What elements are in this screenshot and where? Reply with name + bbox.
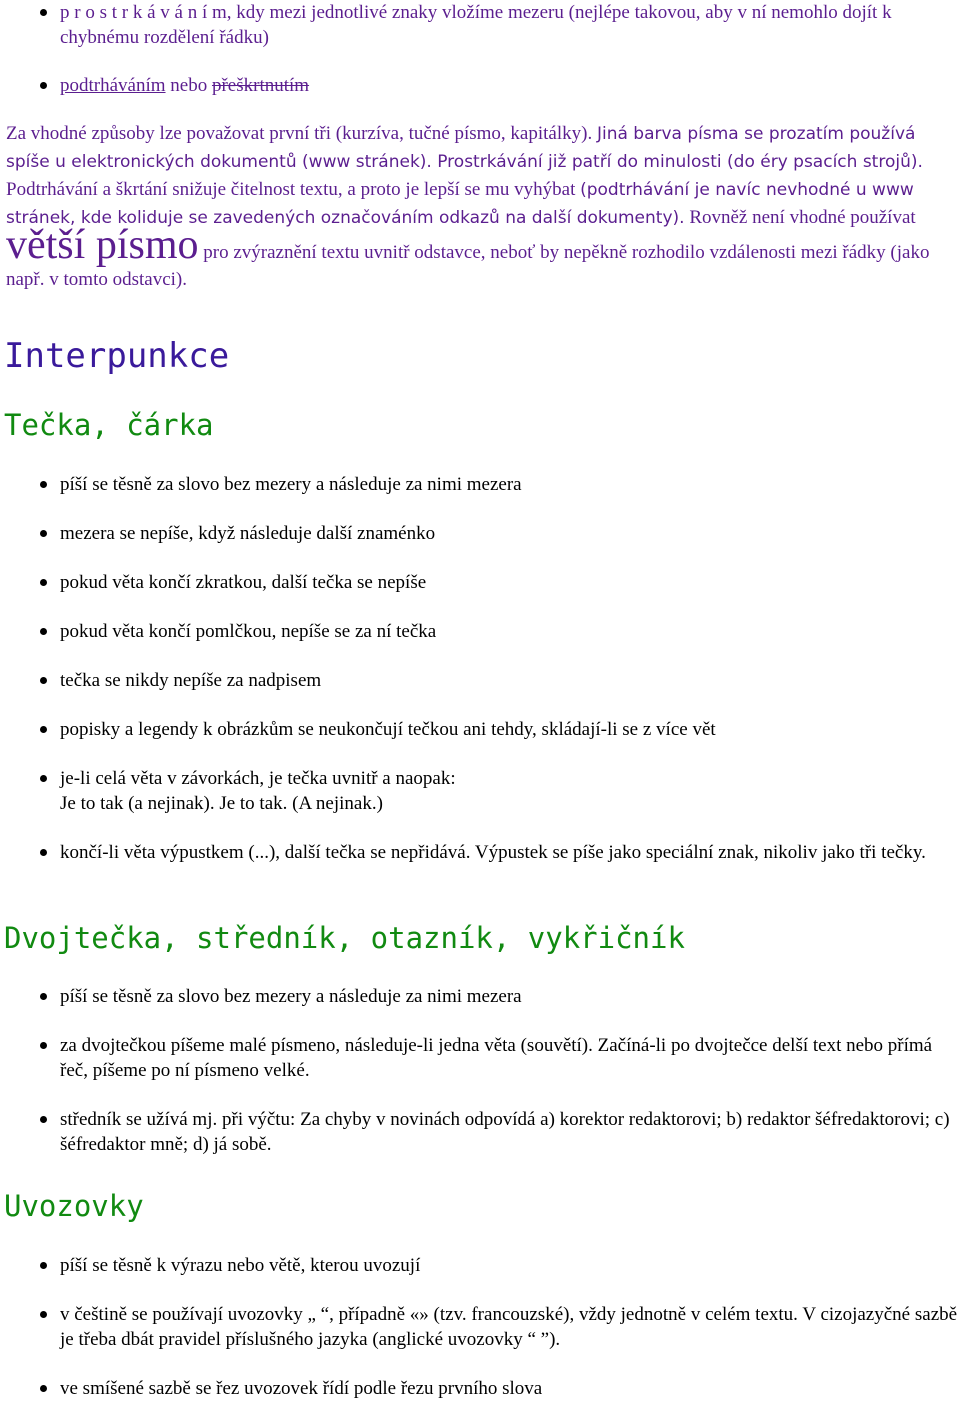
top-list	[0, 0, 960, 98]
list-item-text: píší se těsně za slovo bez mezery a následuje za nimi mezera	[60, 474, 522, 495]
paragraph-part-3: Podtrhávání a škrtání snižuje čitelnost textu, a proto je lepší se mu vyhýbat	[6, 179, 581, 200]
list-item	[0, 840, 960, 865]
section-title: Interpunkce	[4, 336, 230, 376]
subsection-title-period-comma: Tečka, čárka	[4, 408, 214, 442]
list-connector: nebo	[165, 75, 212, 96]
list-item-text: středník se užívá mj. při výčtu: Za chyby v novinách odpovídá a) korektor redaktorovi; b) redaktor šéfredaktorovi; c) šéfredaktor mně; d) já sobě.	[60, 1109, 950, 1155]
list-item	[0, 1033, 960, 1083]
list-item	[0, 570, 960, 595]
intro-paragraph	[0, 120, 960, 293]
paragraph-part-5: Rovněž není vhodné používat	[684, 207, 916, 228]
list-item-text: pokud věta končí pomlčkou, nepíše se za ní tečka	[60, 621, 437, 642]
list-item	[0, 984, 960, 1009]
list-item	[0, 0, 960, 50]
paragraph-part-2: Jiná barva písma se prozatím používá spíše u elektronických dokumentů (www stránek). Prostrkávání již patří do minulosti (do éry psacích strojů).	[6, 124, 923, 172]
list-item-text: končí-li věta výpustkem (...), další tečka se nepřidává. Výpustek se píše jako speciální znak, nikoliv jako tři tečky.	[60, 842, 926, 863]
paragraph-part-6: pro zvýraznění textu uvnitř odstavce, neboť by nepěkně rozhodilo vzdálenosti mezi řádky (jako např. v tomto odstavci).	[6, 242, 930, 290]
strike-example: přeškrtnutím	[211, 75, 310, 96]
period-comma-list	[0, 472, 960, 865]
list-item	[0, 717, 960, 742]
underline-example: podtrháváním	[60, 75, 166, 96]
list-item-text: je-li celá věta v závorkách, je tečka uvnitř a naopak:	[60, 768, 456, 789]
quotes-list	[0, 1253, 960, 1401]
list-item	[0, 1107, 960, 1157]
list-item	[0, 1302, 960, 1352]
list-item	[0, 472, 960, 497]
list-item	[0, 619, 960, 644]
subsection-title-quotes: Uvozovky	[4, 1189, 144, 1223]
list-item-text: píší se těsně za slovo bez mezery a následuje za nimi mezera	[60, 986, 522, 1007]
list-item-text: popisky a legendy k obrázkům se neukončují tečkou ani tehdy, skládají-li se z více vět	[60, 719, 716, 740]
list-item-text: ve smíšené sazbě se řez uvozovek řídí podle řezu prvního slova	[60, 1378, 543, 1399]
list-item-text: píší se těsně k výrazu nebo větě, kterou uvozují	[60, 1255, 421, 1276]
paragraph-part-4: (podtrhávání je navíc nevhodné u www stránek, kde koliduje se zavedených označováním odkazů na další dokumenty).	[6, 180, 914, 228]
spacing-example-text: p r o s t r k á v á n í m, kdy mezi jednotlivé znaky vložíme mezeru (nejlépe takovou, aby v ní nemohlo dojít k chybnému rozdělení řádku)	[60, 2, 892, 48]
paragraph-part-1: Za vhodné způsoby lze považovat první tři (kurzíva, tučné písmo, kapitálky).	[6, 123, 597, 144]
list-item-text: za dvojtečkou píšeme malé písmeno, následuje-li jedna věta (souvětí). Začíná-li po dvojtečce delší text nebo přímá řeč, píšeme po ní písmeno velké.	[60, 1035, 933, 1081]
subsection-title-colon-semicolon: Dvojtečka, středník, otazník, vykřičník	[4, 921, 685, 955]
list-item	[0, 1376, 960, 1401]
list-item-text-continued: Je to tak (a nejinak). Je to tak. (A nejinak.)	[60, 793, 383, 814]
list-item-text: v češtině se používají uvozovky „ “, případně «» (tzv. francouzské), vždy jednotně v celém textu. V cizojazyčné sazbě je třeba dbát pravidel příslušného jazyka (anglické uvozovky “ ”).	[60, 1304, 958, 1350]
list-item-text: pokud věta končí zkratkou, další tečka se nepíše	[60, 572, 427, 593]
list-item	[0, 1253, 960, 1278]
list-item-text: mezera se nepíše, když následuje další znaménko	[60, 523, 436, 544]
list-item	[0, 73, 960, 98]
list-item	[0, 766, 960, 816]
list-item	[0, 668, 960, 693]
list-item-text: tečka se nikdy nepíše za nadpisem	[60, 670, 322, 691]
colon-semicolon-list	[0, 984, 960, 1157]
list-item	[0, 521, 960, 546]
big-font-example: větší písmo	[6, 222, 199, 268]
